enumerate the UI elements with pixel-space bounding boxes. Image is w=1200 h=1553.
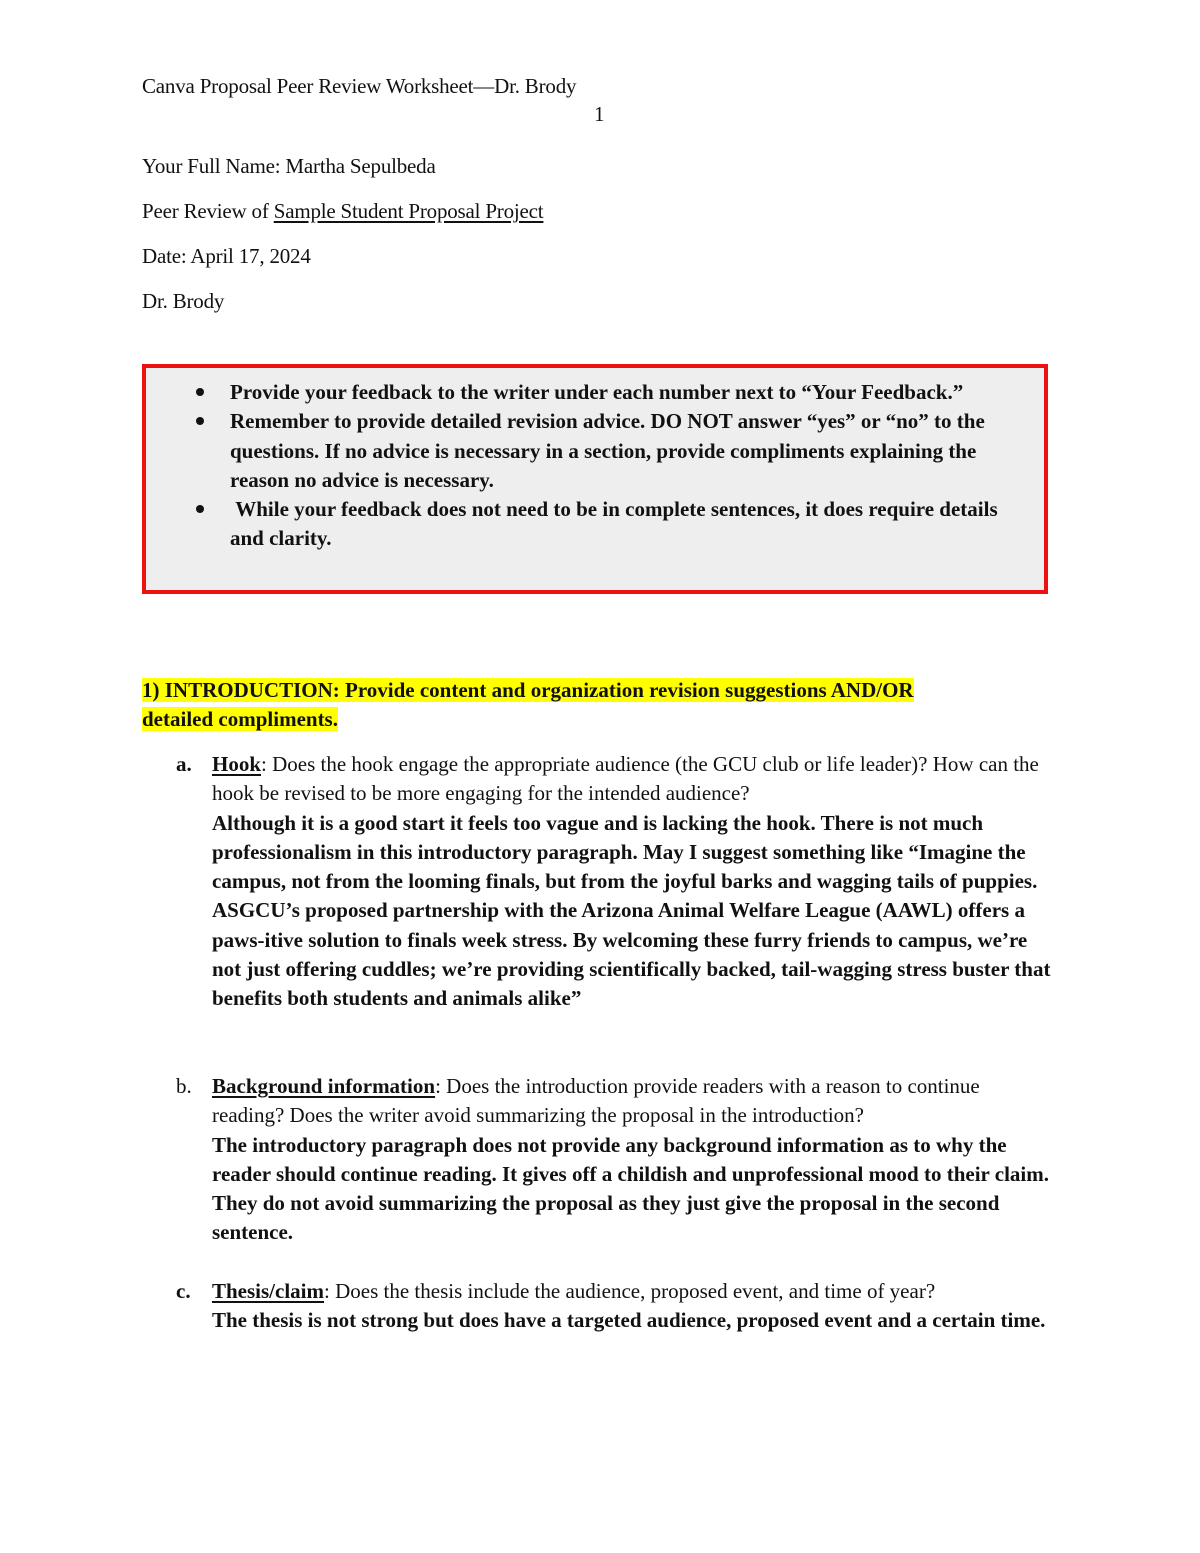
section-heading (142, 676, 1042, 734)
bullet-icon (196, 388, 204, 396)
instruction-item (146, 407, 1044, 495)
page-number: 1 (594, 102, 605, 126)
item-hook (176, 750, 1052, 1014)
section-heading-line1: 1) INTRODUCTION: Provide content and organization revision suggestions AND/OR (142, 678, 914, 702)
peer-review-prefix: Peer Review of (142, 199, 274, 223)
worksheet-header-title: Canva Proposal Peer Review Worksheet—Dr. Brody (142, 74, 577, 98)
item-question: : Does the thesis include the audience, proposed event, and time of year? (324, 1279, 936, 1303)
item-letter: c. (176, 1279, 191, 1303)
item-thesis (176, 1277, 1052, 1336)
item-letter: b. (176, 1074, 192, 1098)
instruction-text: Provide your feedback to the writer under each number next to “Your Feedback.” (230, 380, 964, 404)
date-line: Date: April 17, 2024 (142, 244, 311, 268)
instructions-box (142, 364, 1048, 594)
item-feedback: The thesis is not strong but does have a targeted audience, proposed event and a certain time. (212, 1308, 1046, 1333)
item-feedback: The introductory paragraph does not provide any background information as to why the reader should continue reading. It gives off a childish and unprofessional mood to their claim. They do not avoid summarizing the proposal as they just give the proposal in the second sentence. (212, 1132, 1049, 1245)
instruction-item (146, 378, 1044, 407)
peer-review-title: Sample Student Proposal Project (273, 199, 544, 223)
instruction-text: While your feedback does not need to be in complete sentences, it does require details and clarity. (230, 497, 1003, 551)
item-question: : Does the hook engage the appropriate audience (the GCU club or life leader)? How can the hook be revised to be more engaging for the intended audience? (212, 752, 1039, 806)
item-background (176, 1072, 1052, 1248)
instructor-line: Dr. Brody (142, 289, 225, 313)
item-question: : Does the introduction provide readers with a reason to continue reading? Does the writer avoid summarizing the proposal in the introduction? (212, 1074, 980, 1128)
item-term: Hook (212, 752, 262, 776)
name-line: Your Full Name: Martha Sepulbeda (142, 154, 436, 178)
bullet-icon (196, 417, 204, 425)
section-heading-line2: detailed compliments. (142, 707, 338, 731)
item-letter: a. (176, 752, 192, 776)
item-feedback: Although it is a good start it feels too vague and is lacking the hook. There is not much professionalism in this introductory paragraph. May I suggest something like “Imagine the campus, not from the looming finals, but from the joyful barks and wagging tails of puppies. ASGCU’s proposed partnership with the Arizona Animal Welfare League (AAWL) offers a paws-itive solution to finals week stress. By welcoming these furry friends to campus, we’re not just offering cuddles; we’re providing scientifically backed, tail-wagging stress buster that benefits both students and animals alike” (212, 810, 1051, 1011)
instruction-item (146, 495, 1044, 554)
instruction-text: Remember to provide detailed revision advice. DO NOT answer “yes” or “no” to the questions. If no advice is necessary in a section, provide compliments explaining the reason no advice is necessary. (230, 409, 985, 492)
item-term: Background information (212, 1074, 436, 1098)
item-term: Thesis/claim (212, 1279, 325, 1303)
bullet-icon (196, 505, 204, 513)
instructions-list (146, 378, 1044, 554)
peer-review-line (142, 199, 543, 224)
